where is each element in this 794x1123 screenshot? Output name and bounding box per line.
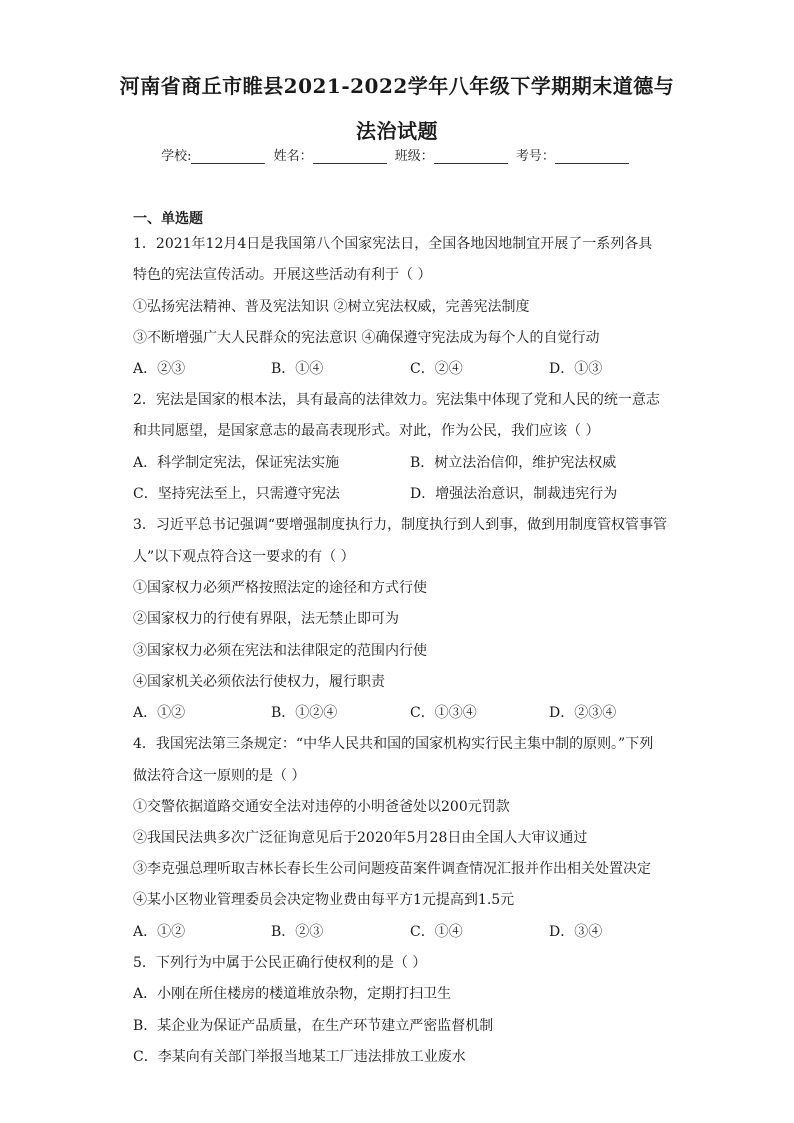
section-title: 一、单选题 [133,211,203,227]
question-stem: 人”以下观点符合这一要求的有（ ） [133,549,355,565]
option-c[interactable]: C．②④ [410,361,463,377]
option-a[interactable]: A．小刚在所住楼房的楼道堆放杂物，定期打扫卫生 [133,986,452,1002]
student-info-row [0,145,794,164]
question-item: ②我国民法典多次广泛征询意见后于2020年5月28日由全国人大审议通过 [133,830,588,846]
option-d[interactable]: D．③④ [549,924,603,940]
name-label: 姓名： [273,149,313,164]
question-stem: 做法符合这一原则的是（ ） [133,768,306,784]
name-blank [313,151,387,164]
question-stem: 5．下列行为中属于公民正确行使权利的是（ ） [133,955,427,971]
option-a[interactable]: A．①② [133,705,186,721]
exam-title-line1: 河南省商丘市睢县2021-2022学年八年级下学期期末道德与 [119,74,675,98]
option-a[interactable]: A．科学制定宪法，保证宪法实施 [133,455,340,471]
option-b[interactable]: B．①②④ [271,705,338,721]
question-item: ④某小区物业管理委员会决定物业费由每平方1元提高到1.5元 [133,892,515,908]
question-item: ②国家权力的行使有界限，法无禁止即可为 [133,611,399,627]
exam-no-blank [555,151,629,164]
option-d[interactable]: D．增强法治意识，制裁违宪行为 [410,486,618,502]
option-b[interactable]: B．树立法治信仰，维护宪法权威 [410,455,617,471]
option-c[interactable]: C．李某向有关部门举报当地某工厂违法排放工业废水 [133,1049,466,1065]
option-c[interactable]: C．①④ [410,924,463,940]
option-a[interactable]: A．②③ [133,361,186,377]
option-b[interactable]: B．②③ [271,924,324,940]
question-item: ③李克强总理听取吉林长春长生公司问题疫苗案件调查情况汇报并作出相关处置决定 [133,861,651,877]
class-label: 班级： [394,149,434,164]
option-a[interactable]: A．①② [133,924,186,940]
question-item: ④国家机关必须依法行使权力，履行职责 [133,674,385,690]
school-blank [191,151,265,164]
question-stem: 3．习近平总书记强调“要增强制度执行力，制度执行到人到事，做到用制度管权管事管 [133,517,668,533]
exam-no-label: 考号： [515,149,555,164]
option-d[interactable]: D．①③ [549,361,603,377]
question-item: ③国家权力必须在宪法和法律限定的范围内行使 [133,643,427,659]
question-item: ①弘扬宪法精神、普及宪法知识 ②树立宪法权威，完善宪法制度 [133,299,530,315]
school-label: 学校: [161,149,192,164]
exam-title-line2: 法治试题 [356,119,438,143]
option-b[interactable]: B．①④ [271,361,324,377]
question-item: ①交警依据道路交通安全法对违停的小明爸爸处以200元罚款 [133,799,510,815]
option-c[interactable]: C．①③④ [410,705,477,721]
option-b[interactable]: B．某企业为保证产品质量，在生产环节建立严密监督机制 [133,1018,494,1034]
question-item: ①国家权力必须严格按照法定的途径和方式行使 [133,580,427,596]
question-stem: 2．宪法是国家的根本法，具有最高的法律效力。宪法集中体现了党和人民的统一意志 [133,392,660,408]
question-stem: 1．2021年12月4日是我国第八个国家宪法日，全国各地因地制宜开展了一系列各具 [133,236,653,252]
question-stem: 和共同愿望，是国家意志的最高表现形式。对此，作为公民，我们应该（ ） [133,423,600,439]
question-stem: 特色的宪法宣传活动。开展这些活动有利于（ ） [133,267,432,283]
option-d[interactable]: D．②③④ [549,705,617,721]
class-blank [434,151,508,164]
option-c[interactable]: C．坚持宪法至上，只需遵守宪法 [133,486,340,502]
question-stem: 4．我国宪法第三条规定：“中华人民共和国的国家机构实行民主集中制的原则。”下列 [133,736,654,752]
question-item: ③不断增强广大人民群众的宪法意识 ④确保遵守宪法成为每个人的自觉行动 [133,330,600,346]
